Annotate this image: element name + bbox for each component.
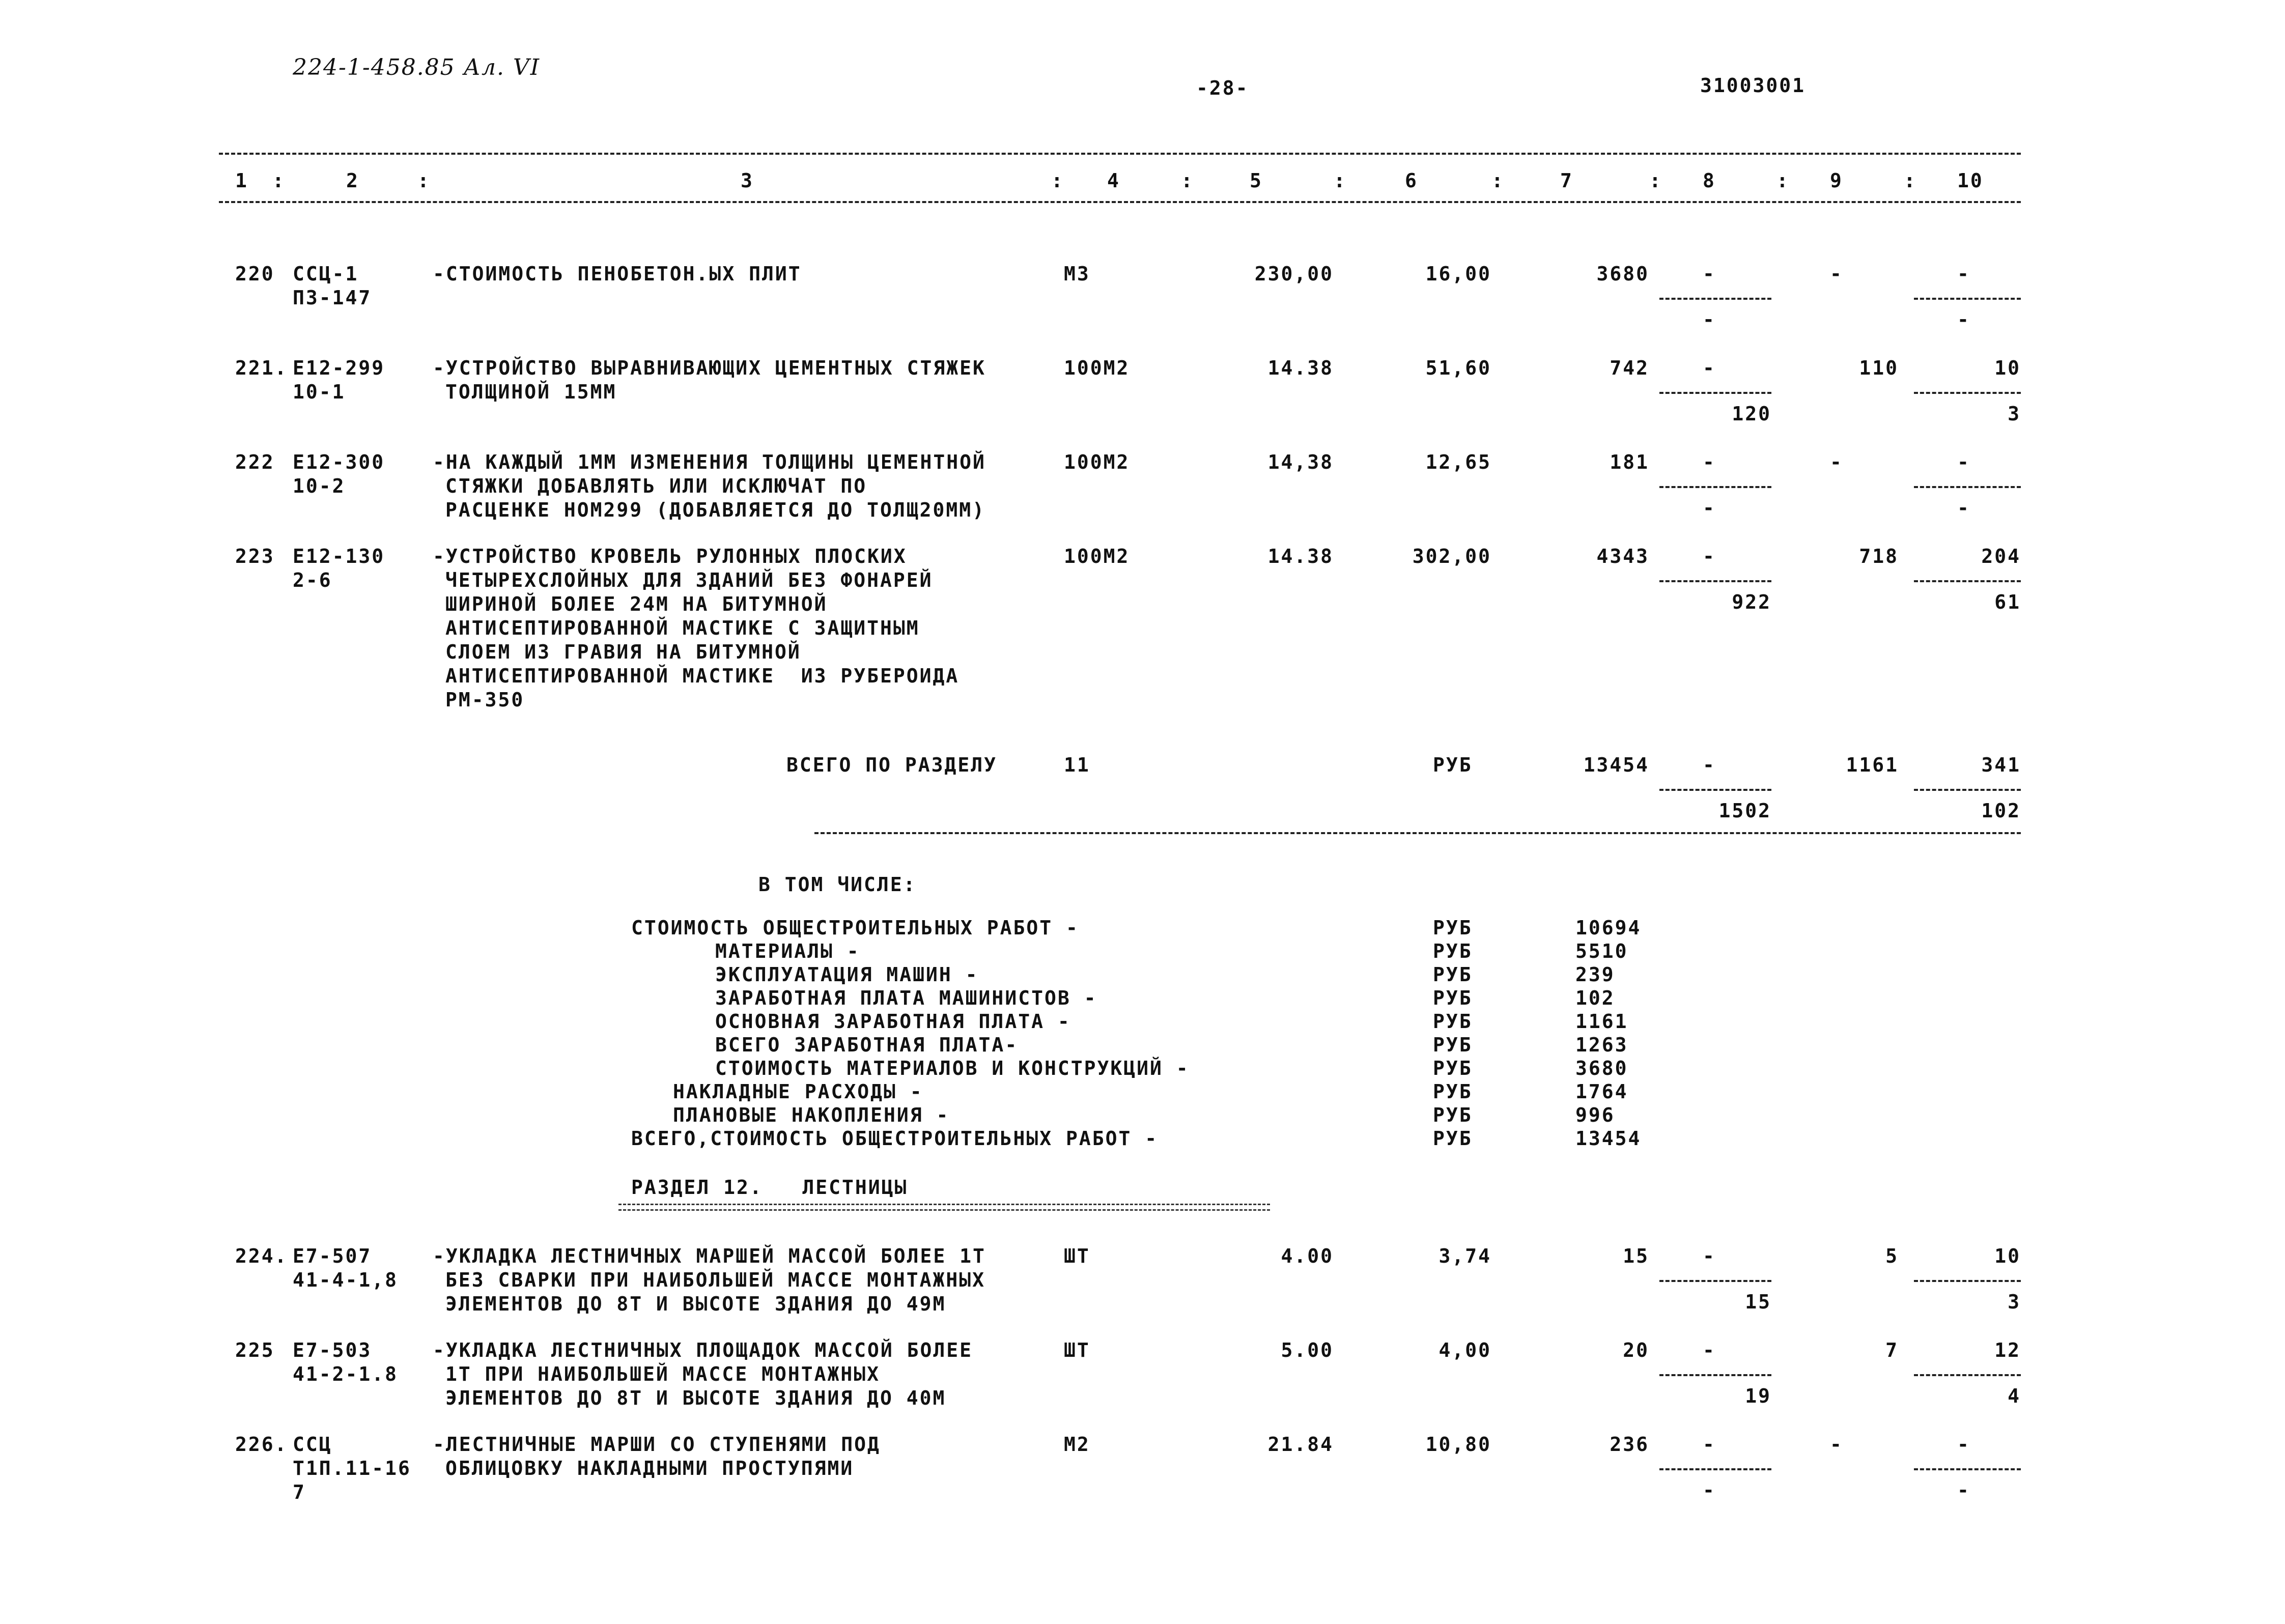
section-total-label: ВСЕГО ПО РАЗДЕЛУ [786,754,998,776]
work-description-line: -УКЛАДКА ЛЕСТНИЧНЫХ ПЛОЩАДОК МАССОЙ БОЛЕЕ [433,1339,973,1361]
page-number: -28- [1196,77,1249,99]
breakdown-label: ПЛАНОВЫЕ НАКОПЛЕНИЯ - [673,1104,950,1126]
breakdown-label: ЭКСПЛУАТАЦИЯ МАШИН - [715,963,979,986]
fraction-rule [1914,392,2021,394]
norm-code: Е12-300 [293,451,385,473]
col8-value: - [1703,263,1716,285]
breakdown-value: 3680 [1575,1057,1628,1079]
work-description-line: -УСТРОЙСТВО ВЫРАВНИВАЮЩИХ ЦЕМЕНТНЫХ СТЯЖЕК [433,357,986,379]
work-description-line: -УСТРОЙСТВО КРОВЕЛЬ РУЛОННЫХ ПЛОСКИХ [433,545,907,567]
unit: ШТ [1064,1245,1090,1267]
col8-value: - [1703,1245,1716,1267]
breakdown-value: 996 [1575,1104,1615,1126]
total-cost: 15 [1623,1245,1649,1267]
fraction-rule [1659,580,1771,582]
breakdown-unit: РУБ [1433,1034,1473,1056]
column-number-4: 4 [1107,169,1120,192]
column-number-2: 2 [346,169,359,192]
work-description-line: СТЯЖКИ ДОБАВЛЯТЬ ИЛИ ИСКЛЮЧАТ ПО [445,475,867,497]
breakdown-value: 102 [1575,987,1615,1009]
work-description-line: ТОЛЩИНОЙ 15ММ [445,381,617,403]
col8-subvalue: - [1703,497,1716,519]
breakdown-unit: РУБ [1433,1104,1473,1126]
col8-value: - [1703,451,1716,473]
unit-price: 3,74 [1438,1245,1491,1267]
header-top-rule [219,153,2021,155]
row-number: 223 [235,545,275,567]
breakdown-unit: РУБ [1433,1080,1473,1103]
column-separator: : [1334,169,1347,192]
fraction-rule [1659,789,1771,791]
col10-value: 341 [1981,754,2021,776]
col10-value: - [1957,1433,1970,1456]
fraction-rule [1659,1280,1771,1282]
col8-subvalue: - [1703,1479,1716,1501]
col9-value: - [1830,451,1843,473]
quantity: 5.00 [1281,1339,1334,1361]
col10-subvalue: 3 [2008,1291,2021,1313]
col10-subvalue: 61 [1994,591,2021,613]
col10-value: 12 [1994,1339,2021,1361]
norm-subcode: 41-4-1,8 [293,1269,399,1291]
column-number-1: 1 [235,169,248,192]
breakdown-unit: РУБ [1433,940,1473,962]
col8-subvalue: 1502 [1718,800,1771,822]
total-cost: 742 [1610,357,1649,379]
unit: 100М2 [1064,451,1130,473]
work-description-line: БЕЗ СВАРКИ ПРИ НАИБОЛЬШЕЙ МАССЕ МОНТАЖНЫХ [445,1269,985,1291]
section-heading: РАЗДЕЛ 12. ЛЕСТНИЦЫ [631,1176,908,1199]
column-number-6: 6 [1405,169,1418,192]
breakdown-unit: РУБ [1433,963,1473,986]
column-separator: : [272,169,286,192]
norm-subcode: 2-6 [293,569,332,591]
work-description-line: РМ-350 [445,689,525,711]
work-description-line: РАСЦЕНКЕ НОМ299 (ДОБАВЛЯЕТСЯ ДО ТОЛЩ20ММ) [445,499,985,521]
row-number: 220 [235,263,275,285]
col9-value: 5 [1885,1245,1899,1267]
col10-subvalue: 3 [2008,403,2021,425]
breakdown-value: 10694 [1575,917,1642,939]
quantity: 21.84 [1267,1433,1334,1456]
breakdown-unit: РУБ [1433,1010,1473,1033]
column-number-7: 7 [1560,169,1573,192]
breakdown-value: 239 [1575,963,1615,986]
unit-price: 51,60 [1425,357,1491,379]
total-cost: 13454 [1583,754,1649,776]
unit: ШТ [1064,1339,1090,1361]
column-separator: : [417,169,431,192]
work-description-line: ОБЛИЦОВКУ НАКЛАДНЫМИ ПРОСТУПЯМИ [445,1457,854,1479]
section-heading-underline [618,1204,1270,1211]
unit: М3 [1064,263,1090,285]
column-separator: : [1904,169,1917,192]
unit-price: 4,00 [1438,1339,1491,1361]
column-separator: : [1181,169,1194,192]
col8-subvalue: 15 [1745,1291,1771,1313]
col9-value: 718 [1859,545,1899,567]
column-separator: : [1051,169,1064,192]
including-title: В ТОМ ЧИСЛЕ: [758,873,917,896]
unit: М2 [1064,1433,1090,1456]
col8-value: - [1703,545,1716,567]
fraction-rule [1659,392,1771,394]
col8-subvalue: 120 [1732,403,1771,425]
total-cost: 181 [1610,451,1649,473]
fraction-rule [1659,298,1771,300]
breakdown-label: ВСЕГО ЗАРАБОТНАЯ ПЛАТА- [715,1034,1019,1056]
breakdown-label: НАКЛАДНЫЕ РАСХОДЫ - [673,1080,923,1103]
work-description-line: -ЛЕСТНИЧНЫЕ МАРШИ СО СТУПЕНЯМИ ПОД [433,1433,881,1456]
document-code: 31003001 [1700,74,1806,97]
col10-subvalue: - [1957,1479,1970,1501]
column-number-10: 10 [1957,169,1984,192]
norm-subcode: 41-2-1.8 [293,1363,399,1385]
norm-code: Е7-507 [293,1245,372,1267]
row-number: 222 [235,451,275,473]
unit-price: 16,00 [1425,263,1491,285]
col8-value: - [1703,357,1716,379]
work-description-line: СЛОЕМ ИЗ ГРАВИЯ НА БИТУМНОЙ [445,641,801,663]
col10-value: - [1957,263,1970,285]
breakdown-unit: РУБ [1433,917,1473,939]
column-separator: : [1649,169,1662,192]
col10-subvalue: 102 [1981,800,2021,822]
work-description-line: АНТИСЕПТИРОВАННОЙ МАСТИКЕ ИЗ РУБЕРОИДА [445,665,960,687]
norm-subcode: П3-147 [293,287,372,309]
norm-code: Е12-299 [293,357,385,379]
col10-value: 10 [1994,357,2021,379]
quantity: 14.38 [1267,357,1334,379]
col8-subvalue: 19 [1745,1385,1771,1407]
work-description-line: АНТИСЕПТИРОВАННОЙ МАСТИКЕ С ЗАЩИТНЫМ [445,617,920,639]
fraction-rule [1914,580,2021,582]
breakdown-label: МАТЕРИАЛЫ - [715,940,860,962]
total-cost: 236 [1610,1433,1649,1456]
work-description-line: ЧЕТЫРЕХСЛОЙНЫХ ДЛЯ ЗДАНИЙ БЕЗ ФОНАРЕЙ [445,569,933,591]
col10-subvalue: - [1957,308,1970,331]
row-number: 221. [235,357,288,379]
row-number: 225 [235,1339,275,1361]
col10-subvalue: 4 [2008,1385,2021,1407]
total-cost: 3680 [1596,263,1649,285]
fraction-rule [1914,298,2021,300]
breakdown-label: ОСНОВНАЯ ЗАРАБОТНАЯ ПЛАТА - [715,1010,1071,1033]
norm-code: ССЦ [293,1433,332,1456]
col9-value: - [1830,1433,1843,1456]
unit: 100М2 [1064,545,1130,567]
norm-subcode: 10-1 [293,381,346,403]
work-description-line: -СТОИМОСТЬ ПЕНОБЕТОН.ЫХ ПЛИТ [433,263,802,285]
fraction-rule [1914,789,2021,791]
quantity: 4.00 [1281,1245,1334,1267]
col8-value: - [1703,1339,1716,1361]
fraction-rule [1914,486,2021,488]
work-description-line: -НА КАЖДЫЙ 1ММ ИЗМЕНЕНИЯ ТОЛЩИНЫ ЦЕМЕНТНОЙ [433,451,986,473]
breakdown-unit: РУБ [1433,1127,1473,1150]
col8-subvalue: 922 [1732,591,1771,613]
col9-value: - [1830,263,1843,285]
col10-value: 10 [1994,1245,2021,1267]
breakdown-unit: РУБ [1433,987,1473,1009]
col8-subvalue: - [1703,308,1716,331]
norm-code: Е12-130 [293,545,385,567]
quantity: 14.38 [1267,545,1334,567]
norm-subcode: 7 [293,1481,306,1503]
column-number-3: 3 [741,169,754,192]
norm-code: ССЦ-1 [293,263,359,285]
work-description-line: -УКЛАДКА ЛЕСТНИЧНЫХ МАРШЕЙ МАССОЙ БОЛЕЕ 1Т [433,1245,986,1267]
breakdown-label: ЗАРАБОТНАЯ ПЛАТА МАШИНИСТОВ - [715,987,1097,1009]
norm-subcode: Т1П.11-16 [293,1457,411,1479]
unit-price: 302,00 [1412,545,1491,567]
fraction-rule [1914,1468,2021,1470]
norm-code: Е7-503 [293,1339,372,1361]
fraction-rule [1659,1468,1771,1470]
fraction-rule [1659,486,1771,488]
col10-value: 204 [1981,545,2021,567]
row-number: 224. [235,1245,288,1267]
col9-value: 1161 [1846,754,1899,776]
col8-value: - [1703,1433,1716,1456]
work-description-line: ШИРИНОЙ БОЛЕЕ 24М НА БИТУМНОЙ [445,593,828,615]
total-cost: 4343 [1596,545,1649,567]
total-cost: 20 [1623,1339,1649,1361]
unit-price: 10,80 [1425,1433,1491,1456]
row-number: 226. [235,1433,288,1456]
header-bottom-rule [219,201,2021,203]
column-number-5: 5 [1250,169,1263,192]
col10-subvalue: - [1957,497,1970,519]
breakdown-value: 1263 [1575,1034,1628,1056]
column-separator: : [1776,169,1790,192]
document-reference: 224-1-458.85 Ал. VI [293,54,541,80]
unit-price: 12,65 [1425,451,1491,473]
column-number-8: 8 [1703,169,1716,192]
breakdown-label: ВСЕГО,СТОИМОСТЬ ОБЩЕСТРОИТЕЛЬНЫХ РАБОТ - [631,1127,1159,1150]
fraction-rule [1659,1374,1771,1376]
column-number-9: 9 [1830,169,1843,192]
work-description-line: 1Т ПРИ НАИБОЛЬШЕЙ МАССЕ МОНТАЖНЫХ [445,1363,880,1385]
col9-value: 110 [1859,357,1899,379]
col8-value: - [1703,754,1716,776]
fraction-rule [1914,1374,2021,1376]
breakdown-label: СТОИМОСТЬ ОБЩЕСТРОИТЕЛЬНЫХ РАБОТ - [631,917,1079,939]
unit: РУБ [1433,754,1473,776]
fraction-rule [1914,1280,2021,1282]
unit: 100М2 [1064,357,1130,379]
col9-value: 7 [1885,1339,1899,1361]
breakdown-label: СТОИМОСТЬ МАТЕРИАЛОВ И КОНСТРУКЦИЙ - [715,1057,1190,1079]
col10-value: - [1957,451,1970,473]
norm-subcode: 10-2 [293,475,346,497]
section-number: 11 [1064,754,1090,776]
work-description-line: ЭЛЕМЕНТОВ ДО 8Т И ВЫСОТЕ ЗДАНИЯ ДО 49М [445,1293,946,1315]
breakdown-value: 1161 [1575,1010,1628,1033]
quantity: 14,38 [1267,451,1334,473]
column-separator: : [1491,169,1505,192]
work-description-line: ЭЛЕМЕНТОВ ДО 8Т И ВЫСОТЕ ЗДАНИЯ ДО 40М [445,1387,946,1409]
breakdown-value: 5510 [1575,940,1628,962]
breakdown-unit: РУБ [1433,1057,1473,1079]
quantity: 230,00 [1254,263,1334,285]
breakdown-value: 1764 [1575,1080,1628,1103]
section-total-rule [814,832,2021,834]
breakdown-value: 13454 [1575,1127,1642,1150]
